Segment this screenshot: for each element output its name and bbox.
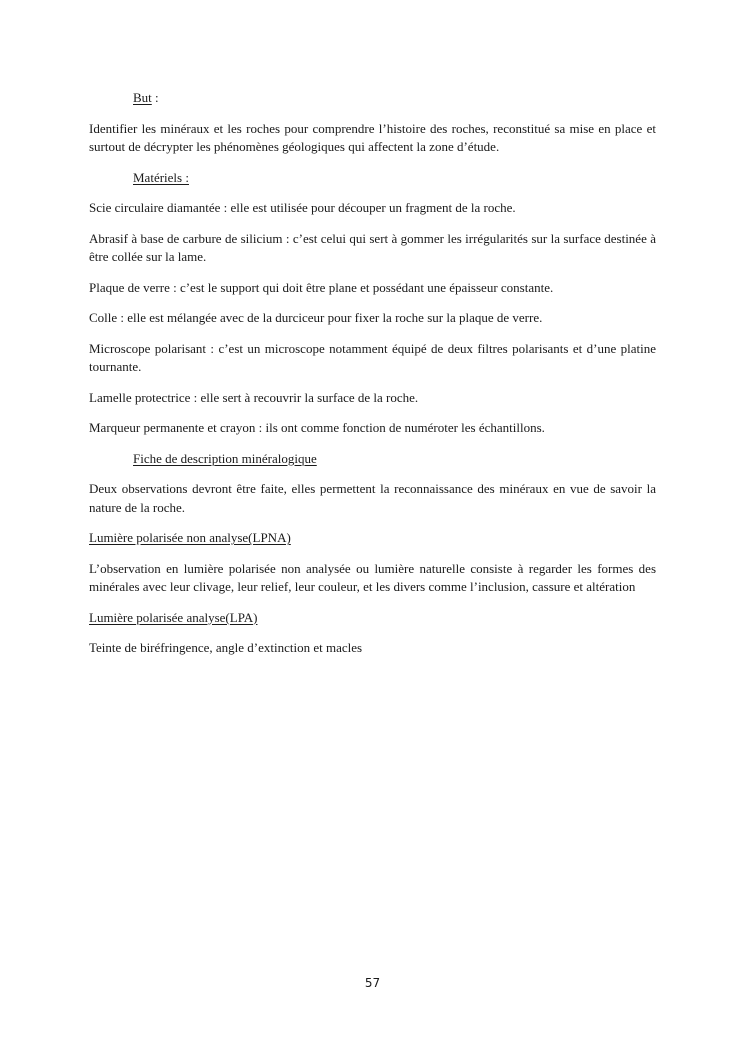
- but-paragraph: Identifier les minéraux et les roches pour comprendre l’histoire des roches, reconstitué sa mise en place et surtout de décrypter les phénomènes géologiques qui affectent la zone d’étude.: [89, 120, 656, 154]
- lpna-heading: [89, 529, 656, 548]
- materiel-item-marqueur: Marqueur permanente et crayon : ils ont comme fonction de numéroter les échantillons.: [89, 420, 545, 435]
- lpna-heading-text: Lumière polarisée non analyse(LPNA): [89, 530, 291, 545]
- fiche-heading: [89, 450, 656, 469]
- page-number: 57: [364, 976, 381, 990]
- materiel-item-abrasif: Abrasif à base de carbure de silicium : c’est celui qui sert à gommer les irrégularités sur la surface destinée à être collée sur la lame.: [89, 230, 656, 264]
- materiel-item-lamelle: Lamelle protectrice : elle sert à recouvrir la surface de la roche.: [89, 389, 419, 405]
- but-heading-line: [89, 89, 656, 108]
- but-heading: But: [133, 90, 152, 105]
- materiel-item-colle: Colle : elle est mélangée avec de la durciceur pour fixer la roche sur la plaque de verre.: [89, 310, 543, 325]
- materiel-item-plaque: Plaque de verre : c’est le support qui doit être plane et possédant une épaisseur constante.: [89, 279, 554, 295]
- materiels-heading-text: Matériels :: [133, 169, 189, 185]
- lpa-heading-text: Lumière polarisée analyse(LPA): [89, 609, 258, 625]
- lpna-paragraph: L’observation en lumière polarisée non analysée ou lumière naturelle consiste à regarder les formes des minérales avec leur clivage, leur relief, leur couleur, et les divers comme l’inclusion, cassure et altération: [89, 560, 656, 594]
- fiche-paragraph: Deux observations devront être faite, elles permettent la reconnaissance des minéraux en vue de savoir la nature de la roche.: [89, 481, 656, 515]
- materiel-item-scie: Scie circulaire diamantée : elle est utilisée pour découper un fragment de la roche.: [89, 200, 516, 215]
- fiche-heading-text: Fiche de description minéralogique: [133, 450, 317, 466]
- lpa-heading: [89, 609, 656, 628]
- document-page: [89, 89, 656, 670]
- but-heading-colon: :: [151, 90, 159, 105]
- lpa-paragraph: Teinte de biréfringence, angle d’extinction et macles: [89, 640, 363, 655]
- materiels-heading: [89, 169, 656, 188]
- materiel-item-microscope: Microscope polarisant : c’est un microscope notamment équipé de deux filtres polarisants et d’une platine tournante.: [89, 340, 656, 374]
